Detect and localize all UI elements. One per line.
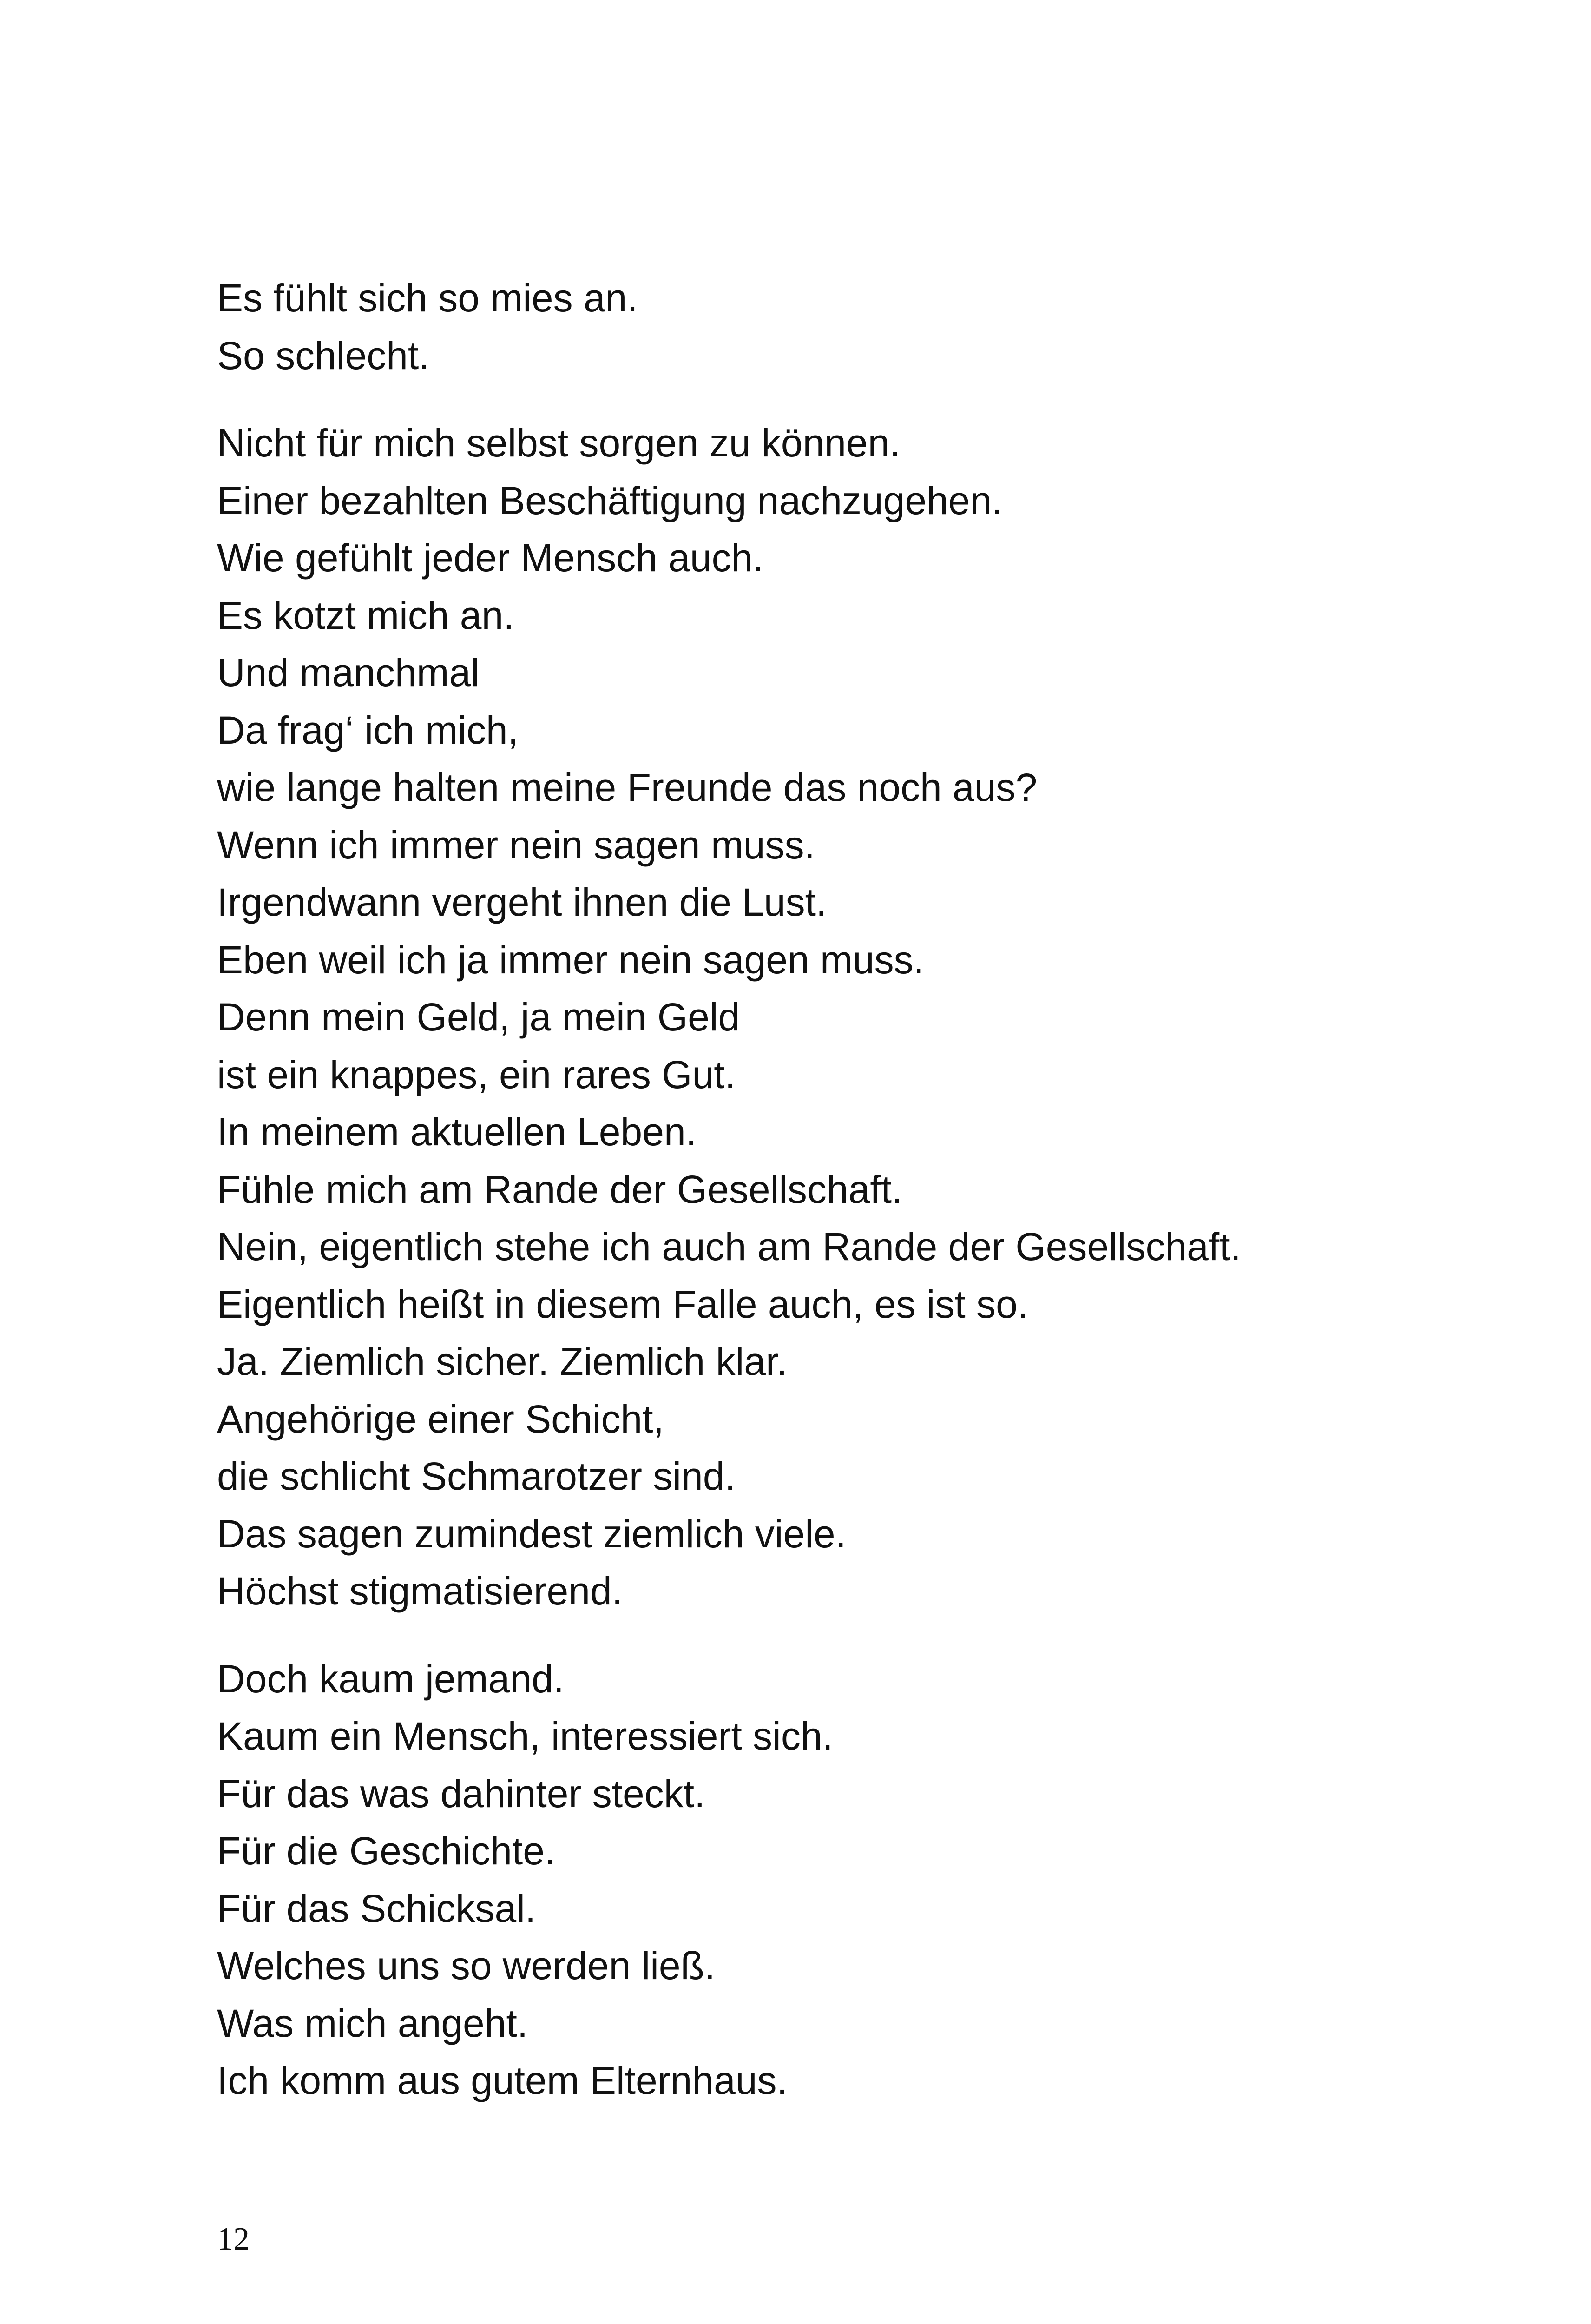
poem-line: Kaum ein Mensch, interessiert sich. — [217, 1714, 833, 1758]
poem-line: die schlicht Schmarotzer sind. — [217, 1454, 736, 1498]
poem-line: Für das Schicksal. — [217, 1886, 536, 1930]
poem-line: Es fühlt sich so mies an. — [217, 276, 638, 320]
poem-line: Wenn ich immer nein sagen muss. — [217, 823, 815, 867]
poem-line: wie lange halten meine Freunde das noch aus? — [217, 766, 1038, 809]
stanza-2 — [217, 415, 1518, 1620]
poem-line: Für die Geschichte. — [217, 1829, 556, 1873]
poem-text — [217, 270, 1518, 2110]
poem-line: Und manchmal — [217, 651, 480, 694]
poem-line: Doch kaum jemand. — [217, 1657, 565, 1701]
poem-line: Für das was dahinter steckt. — [217, 1771, 705, 1816]
stanza-1 — [217, 270, 1518, 384]
poem-line: Einer bezahlten Beschäftigung nachzugehen. — [217, 478, 1003, 522]
poem-line: Höchst stigmatisierend. — [217, 1569, 623, 1613]
poem-line: In meinem aktuellen Leben. — [217, 1110, 697, 1154]
poem-line: So schlecht. — [217, 333, 430, 377]
poem-line: ist ein knappes, ein rares Gut. — [217, 1052, 736, 1096]
poem-line: Eben weil ich ja immer nein sagen muss. — [217, 938, 925, 982]
stanza-3 — [217, 1651, 1518, 2110]
poem-line: Ich komm aus gutem Elternhaus. — [217, 2059, 788, 2102]
poem-line: Ja. Ziemlich sicher. Ziemlich klar. — [217, 1340, 788, 1383]
poem-line: Nein, eigentlich stehe ich auch am Rande der Gesellschaft. — [217, 1225, 1241, 1268]
poem-line: Das sagen zumindest ziemlich viele. — [217, 1512, 846, 1556]
poem-line: Denn mein Geld, ja mein Geld — [217, 995, 740, 1039]
poem-line: Da frag‘ ich mich, — [217, 708, 519, 752]
poem-line: Irgendwann vergeht ihnen die Lust. — [217, 880, 827, 924]
page-number: 12 — [217, 2221, 250, 2257]
poem-line: Es kotzt mich an. — [217, 593, 514, 637]
poem-line: Nicht für mich selbst sorgen zu können. — [217, 421, 901, 465]
poem-line: Eigentlich heißt in diesem Falle auch, es ist so. — [217, 1282, 1029, 1326]
poem-line: Was mich angeht. — [217, 2001, 528, 2045]
poem-line: Angehörige einer Schicht, — [217, 1397, 664, 1441]
poem-line: Welches uns so werden ließ. — [217, 1944, 716, 1987]
poem-line: Wie gefühlt jeder Mensch auch. — [217, 536, 764, 580]
poem-line: Fühle mich am Rande der Gesellschaft. — [217, 1167, 903, 1211]
